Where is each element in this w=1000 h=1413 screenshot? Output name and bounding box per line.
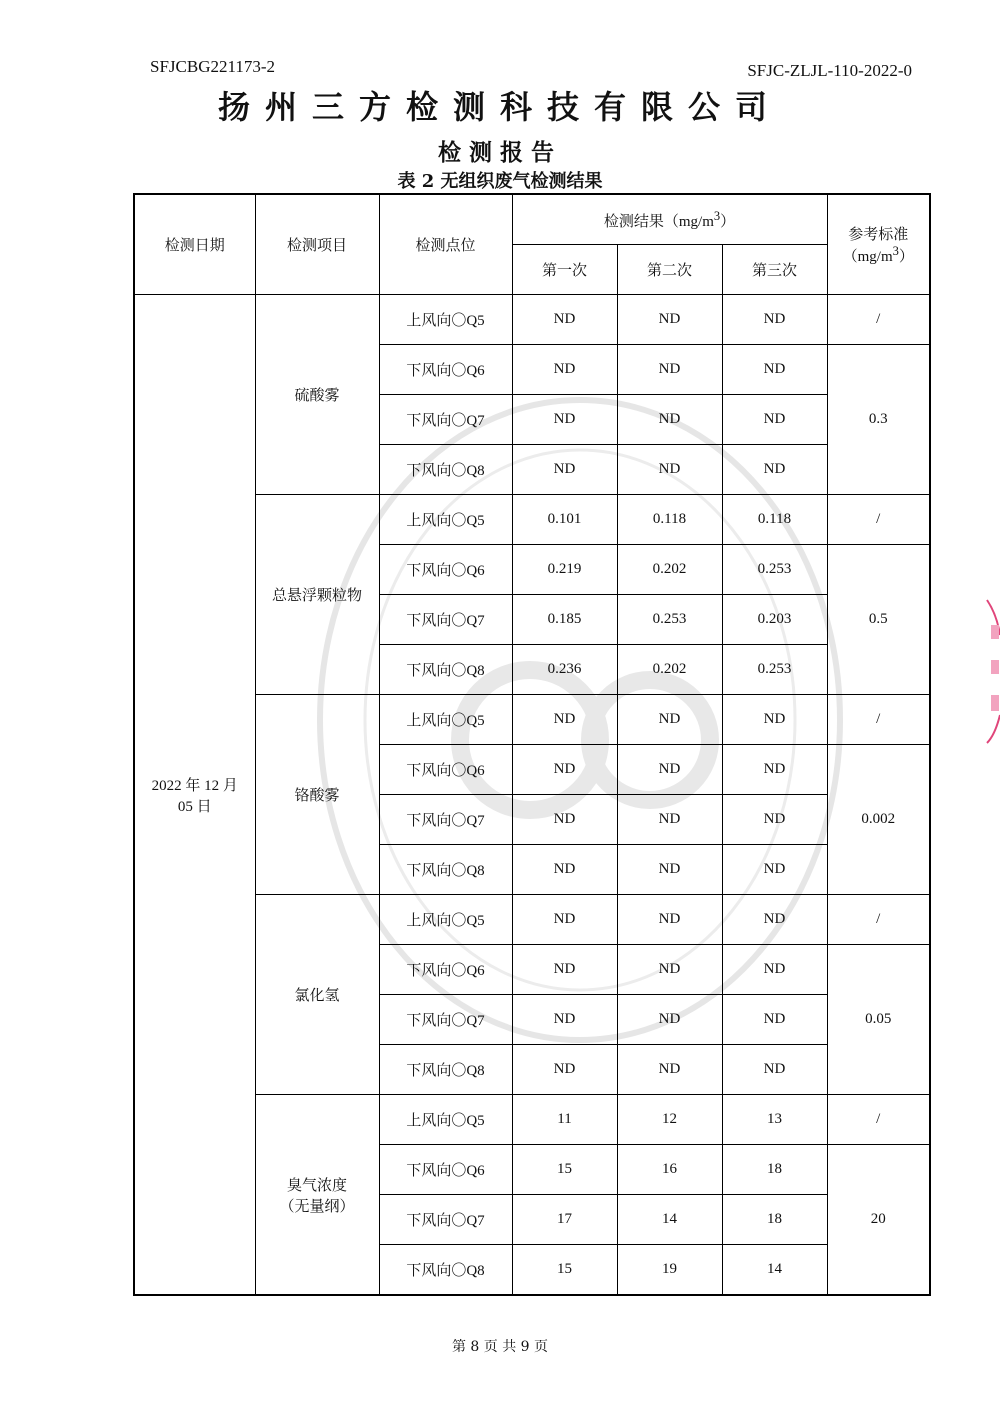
value-cell: 0.185 bbox=[512, 595, 617, 645]
header-standard-sup: 3 bbox=[892, 244, 899, 258]
value-cell: ND bbox=[512, 745, 617, 795]
value-cell: 17 bbox=[512, 1195, 617, 1245]
point-cell: 下风向〇Q7 bbox=[379, 795, 512, 845]
value-cell: ND bbox=[617, 995, 722, 1045]
header-standard bbox=[827, 194, 930, 295]
item-cell: 硫酸雾 bbox=[255, 295, 379, 495]
item-cell bbox=[255, 1095, 379, 1296]
document-title: 检测报告 bbox=[438, 139, 562, 166]
header-third: 第三次 bbox=[722, 245, 827, 295]
value-cell: ND bbox=[722, 445, 827, 495]
point-cell: 下风向〇Q7 bbox=[379, 1195, 512, 1245]
value-cell: 13 bbox=[722, 1095, 827, 1145]
header-result-sup: 3 bbox=[713, 208, 721, 223]
point-cell: 下风向〇Q6 bbox=[379, 1145, 512, 1195]
value-cell: ND bbox=[512, 995, 617, 1045]
value-cell: ND bbox=[722, 895, 827, 945]
value-cell: 0.253 bbox=[722, 545, 827, 595]
point-cell: 下风向〇Q6 bbox=[379, 545, 512, 595]
point-cell: 下风向〇Q7 bbox=[379, 595, 512, 645]
value-cell: 0.202 bbox=[617, 545, 722, 595]
value-cell: ND bbox=[617, 295, 722, 345]
standard-cell: 20 bbox=[827, 1145, 930, 1296]
table-row bbox=[134, 295, 930, 345]
value-cell: 0.253 bbox=[722, 645, 827, 695]
value-cell: ND bbox=[722, 945, 827, 995]
standard-cell: 0.05 bbox=[827, 945, 930, 1095]
item-line: （无量纲） bbox=[279, 1198, 355, 1215]
page-footer: 第 8 页 共 9 页 bbox=[451, 1339, 549, 1355]
value-cell: 18 bbox=[722, 1195, 827, 1245]
value-cell: ND bbox=[512, 945, 617, 995]
value-cell: ND bbox=[512, 345, 617, 395]
value-cell: ND bbox=[722, 845, 827, 895]
value-cell: ND bbox=[617, 795, 722, 845]
value-cell: ND bbox=[617, 945, 722, 995]
value-cell: 16 bbox=[617, 1145, 722, 1195]
value-cell: 0.203 bbox=[722, 595, 827, 645]
value-cell: 14 bbox=[722, 1245, 827, 1296]
value-cell: 0.219 bbox=[512, 545, 617, 595]
value-cell: ND bbox=[512, 445, 617, 495]
value-cell: 0.118 bbox=[617, 495, 722, 545]
point-cell: 上风向〇Q5 bbox=[379, 695, 512, 745]
item-cell: 总悬浮颗粒物 bbox=[255, 495, 379, 695]
form-number: SFJC-ZLJL-110-2022-0 bbox=[747, 61, 912, 80]
header-point: 检测点位 bbox=[379, 194, 512, 295]
standard-cell: 0.3 bbox=[827, 345, 930, 495]
value-cell: 11 bbox=[512, 1095, 617, 1145]
value-cell: ND bbox=[617, 395, 722, 445]
value-cell: 15 bbox=[512, 1245, 617, 1296]
standard-cell: / bbox=[827, 895, 930, 945]
value-cell: 19 bbox=[617, 1245, 722, 1296]
value-cell: ND bbox=[512, 845, 617, 895]
results-body bbox=[134, 295, 930, 1296]
header-result bbox=[512, 194, 827, 245]
point-cell: 下风向〇Q8 bbox=[379, 445, 512, 495]
seal-stamp-edge bbox=[985, 595, 1000, 745]
value-cell: ND bbox=[617, 895, 722, 945]
table-title: 表 2 无组织废气检测结果 bbox=[397, 171, 603, 192]
header-item: 检测项目 bbox=[255, 194, 379, 295]
value-cell: ND bbox=[617, 1045, 722, 1095]
standard-cell: 0.5 bbox=[827, 545, 930, 695]
standard-cell: / bbox=[827, 295, 930, 345]
standard-cell: / bbox=[827, 495, 930, 545]
point-cell: 上风向〇Q5 bbox=[379, 295, 512, 345]
value-cell: ND bbox=[617, 445, 722, 495]
date-line2: 05 日 bbox=[177, 798, 212, 815]
value-cell: ND bbox=[512, 395, 617, 445]
standard-cell: 0.002 bbox=[827, 745, 930, 895]
value-cell: ND bbox=[617, 745, 722, 795]
header-standard-close: ） bbox=[898, 249, 914, 265]
value-cell: ND bbox=[722, 295, 827, 345]
point-cell: 上风向〇Q5 bbox=[379, 895, 512, 945]
header-result-text: 检测结果（mg/m bbox=[603, 213, 714, 230]
point-cell: 上风向〇Q5 bbox=[379, 495, 512, 545]
value-cell: 0.118 bbox=[722, 495, 827, 545]
value-cell: ND bbox=[512, 1045, 617, 1095]
item-cell: 铬酸雾 bbox=[255, 695, 379, 895]
point-cell: 下风向〇Q8 bbox=[379, 845, 512, 895]
value-cell: 14 bbox=[617, 1195, 722, 1245]
value-cell: 0.253 bbox=[617, 595, 722, 645]
value-cell: 18 bbox=[722, 1145, 827, 1195]
value-cell: ND bbox=[512, 895, 617, 945]
header-standard-unit: （mg/m bbox=[842, 249, 893, 265]
value-cell: 12 bbox=[617, 1095, 722, 1145]
value-cell: ND bbox=[512, 795, 617, 845]
value-cell: ND bbox=[617, 345, 722, 395]
value-cell: ND bbox=[722, 395, 827, 445]
point-cell: 下风向〇Q8 bbox=[379, 1245, 512, 1296]
point-cell: 下风向〇Q8 bbox=[379, 1045, 512, 1095]
value-cell: ND bbox=[722, 745, 827, 795]
value-cell: ND bbox=[512, 695, 617, 745]
standard-cell: / bbox=[827, 695, 930, 745]
value-cell: ND bbox=[617, 845, 722, 895]
value-cell: 15 bbox=[512, 1145, 617, 1195]
header-standard-line2 bbox=[828, 244, 930, 266]
results-table bbox=[133, 193, 931, 1296]
value-cell: ND bbox=[722, 345, 827, 395]
value-cell: ND bbox=[617, 695, 722, 745]
report-number: SFJCBG221173-2 bbox=[150, 57, 276, 76]
value-cell: ND bbox=[722, 1045, 827, 1095]
value-cell: 0.236 bbox=[512, 645, 617, 695]
header-date: 检测日期 bbox=[134, 194, 255, 295]
header-first: 第一次 bbox=[512, 245, 617, 295]
value-cell: ND bbox=[512, 295, 617, 345]
value-cell: 0.101 bbox=[512, 495, 617, 545]
point-cell: 下风向〇Q7 bbox=[379, 995, 512, 1045]
point-cell: 下风向〇Q6 bbox=[379, 345, 512, 395]
standard-cell: / bbox=[827, 1095, 930, 1145]
header-standard-line1: 参考标准 bbox=[848, 227, 909, 243]
value-cell: 0.202 bbox=[617, 645, 722, 695]
item-cell: 氯化氢 bbox=[255, 895, 379, 1095]
point-cell: 下风向〇Q6 bbox=[379, 745, 512, 795]
value-cell: ND bbox=[722, 995, 827, 1045]
date-line1: 2022 年 12 月 bbox=[151, 777, 238, 794]
point-cell: 下风向〇Q6 bbox=[379, 945, 512, 995]
company-name: 扬州三方检测科技有限公司 bbox=[217, 88, 782, 126]
value-cell: ND bbox=[722, 795, 827, 845]
header-second: 第二次 bbox=[617, 245, 722, 295]
header-row-top bbox=[134, 194, 930, 245]
point-cell: 下风向〇Q8 bbox=[379, 645, 512, 695]
value-cell: ND bbox=[722, 695, 827, 745]
point-cell: 下风向〇Q7 bbox=[379, 395, 512, 445]
item-line: 臭气浓度 bbox=[286, 1177, 347, 1194]
date-cell bbox=[134, 295, 255, 1296]
point-cell: 上风向〇Q5 bbox=[379, 1095, 512, 1145]
header-result-close: ） bbox=[720, 213, 736, 230]
